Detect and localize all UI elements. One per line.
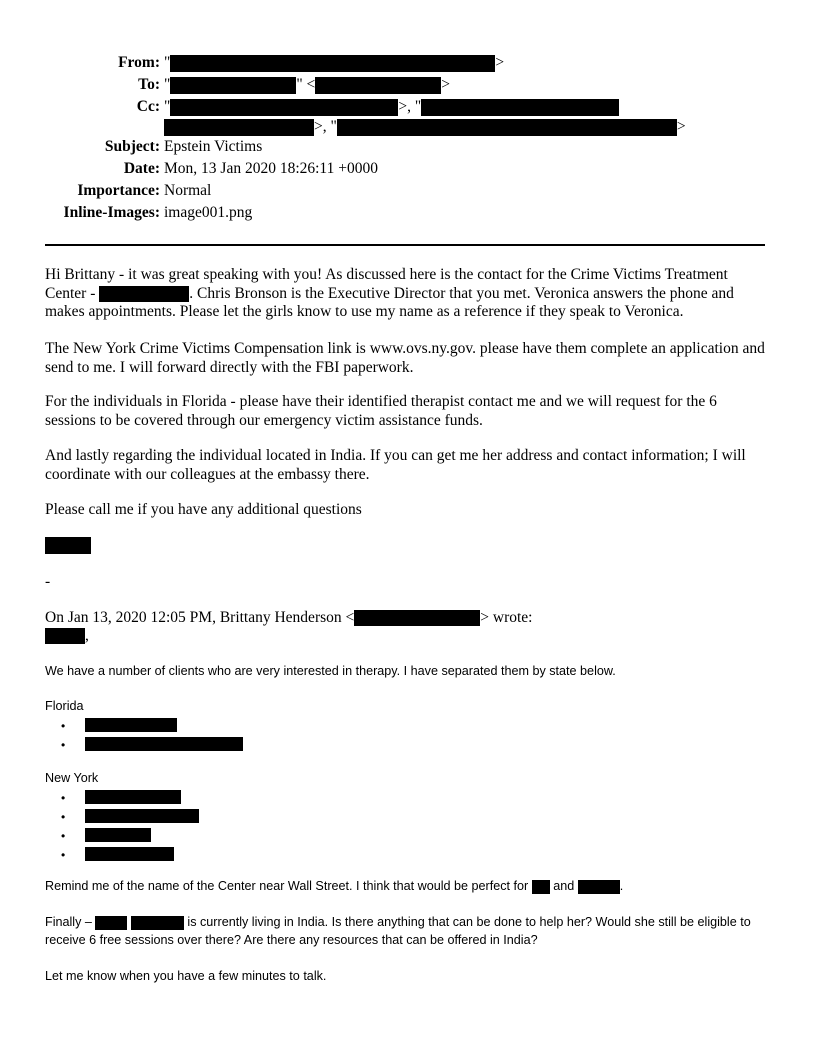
inline-images-row bbox=[0, 202, 816, 224]
redaction bbox=[131, 916, 184, 930]
cc-row-continued bbox=[0, 116, 816, 138]
body-paragraph-5: Please call me if you have any additional questions bbox=[45, 501, 362, 518]
reply-attribution: On Jan 13, 2020 12:05 PM, Brittany Henderson < > wrote: bbox=[45, 609, 533, 626]
cc-value-continued: >, " > bbox=[164, 116, 686, 138]
new-york-list bbox=[45, 788, 199, 864]
redaction bbox=[164, 119, 314, 136]
redaction bbox=[99, 286, 189, 302]
cc-row bbox=[0, 96, 816, 118]
redaction bbox=[532, 880, 550, 894]
redaction bbox=[354, 610, 480, 626]
subject-value: Epstein Victims bbox=[164, 138, 263, 155]
importance-label: Importance: bbox=[77, 182, 160, 199]
to-label: To: bbox=[138, 76, 160, 93]
body-paragraph-1: Hi Brittany - it was great speaking with you! As discussed here is the contact for the Crime Victims Treatment Center - . Chris Bronson is the Executive Director that you met. Veronica answers the phone and makes appointments. Please let the girls know to use my name as a reference if they speak to Veronica. bbox=[45, 266, 734, 320]
to-value: " " < > bbox=[164, 76, 451, 93]
redaction bbox=[170, 55, 495, 72]
inline-images-label: Inline-Images: bbox=[63, 204, 160, 221]
body-paragraph-3: For the individuals in Florida - please have their identified therapist contact me and we will request for the 6 sessions to be covered through our emergency victim assistance funds. bbox=[45, 393, 717, 429]
quoted-intro: We have a number of clients who are very interested in therapy. I have separated them by state below. bbox=[45, 664, 616, 678]
redaction bbox=[337, 119, 677, 136]
list-item: • bbox=[45, 735, 243, 754]
redaction bbox=[170, 99, 398, 116]
list-item: • bbox=[45, 845, 199, 864]
redaction bbox=[170, 77, 296, 94]
india-paragraph: Finally – is currently living in India. Is there anything that can be done to help her? Would she still be eligible to receive 6 free sessions over there? Are there any resources that can be offered in India? bbox=[45, 915, 751, 947]
signature-redaction bbox=[45, 537, 91, 554]
redaction bbox=[85, 718, 177, 732]
subject-row bbox=[0, 136, 816, 158]
body-paragraph-2: The New York Crime Victims Compensation link is www.ovs.ny.gov. please have them complete an application and send to me. I will forward directly with the FBI paperwork. bbox=[45, 340, 765, 376]
importance-value: Normal bbox=[164, 182, 212, 199]
redaction bbox=[85, 847, 174, 861]
date-label: Date: bbox=[123, 160, 160, 177]
inline-images-value: image001.png bbox=[164, 204, 253, 221]
redaction bbox=[315, 77, 441, 94]
new-york-heading: New York bbox=[45, 771, 99, 785]
body-paragraph-4: And lastly regarding the individual located in India. If you can get me her address and contact information; I will coordinate with our colleagues at the embassy there. bbox=[45, 447, 746, 483]
subject-label: Subject: bbox=[104, 138, 160, 155]
florida-list bbox=[45, 716, 243, 754]
from-value: " > bbox=[164, 54, 505, 71]
redaction bbox=[85, 828, 151, 842]
closing-line: Let me know when you have a few minutes to talk. bbox=[45, 969, 327, 983]
list-item: • bbox=[45, 807, 199, 826]
header-divider bbox=[45, 244, 765, 246]
list-item: • bbox=[45, 826, 199, 845]
from-row bbox=[0, 52, 816, 74]
importance-row bbox=[0, 180, 816, 202]
redaction bbox=[421, 99, 619, 116]
redaction bbox=[95, 916, 127, 930]
separator-dash: - bbox=[45, 573, 51, 590]
redaction bbox=[85, 809, 199, 823]
cc-value: " >, " bbox=[164, 96, 619, 118]
date-row bbox=[0, 158, 816, 180]
florida-heading: Florida bbox=[45, 699, 84, 713]
from-label: From: bbox=[118, 54, 160, 71]
cc-label: Cc: bbox=[136, 98, 160, 115]
redaction bbox=[85, 790, 181, 804]
redaction bbox=[85, 737, 243, 751]
redaction bbox=[578, 880, 620, 894]
list-item: • bbox=[45, 716, 243, 735]
date-value: Mon, 13 Jan 2020 18:26:11 +0000 bbox=[164, 160, 378, 177]
list-item: • bbox=[45, 788, 199, 807]
wall-street-paragraph: Remind me of the name of the Center near Wall Street. I think that would be perfect for and . bbox=[45, 879, 624, 893]
redaction bbox=[45, 628, 85, 644]
salutation: , bbox=[45, 627, 770, 646]
to-row bbox=[0, 74, 816, 96]
